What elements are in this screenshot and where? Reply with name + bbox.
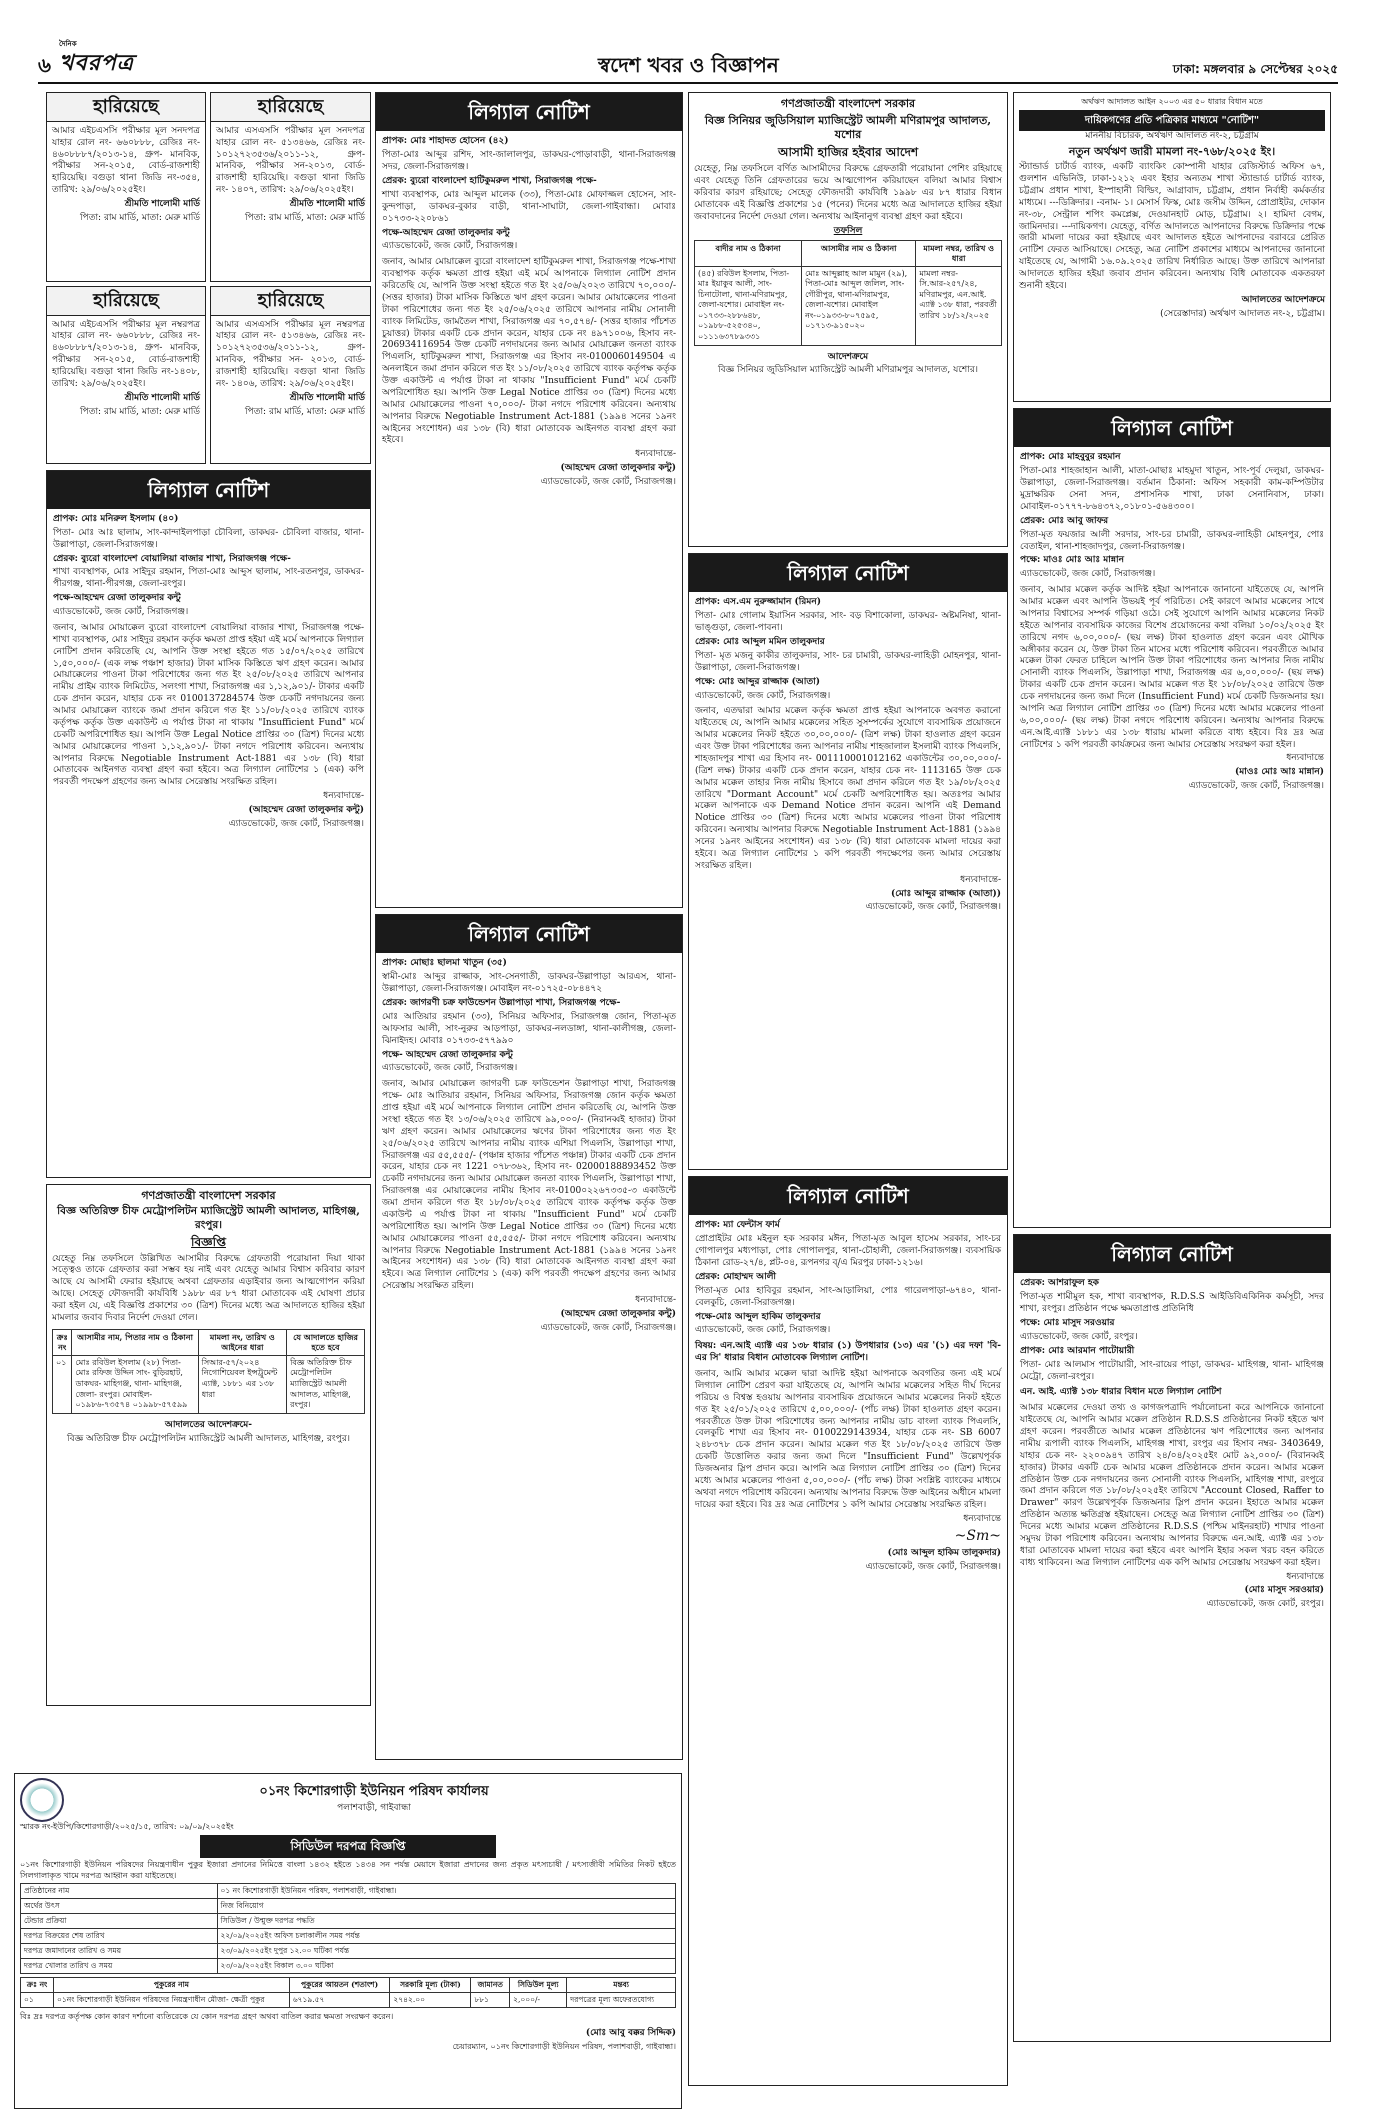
- court-notice-3: [1013, 92, 1331, 402]
- tender-notice: [14, 1773, 682, 2109]
- table-cell: সিডিউল / উন্মুক্ত দরপত্র পদ্ধতি: [217, 1914, 676, 1929]
- notice-subject: এন. আই. এ্যাক্ট ১৩৮ ধারার বিধান মতে লিগ্যাল নোটিশ: [1020, 1387, 1222, 1398]
- court-intro: অর্থঋণ আদালত আইন ২০০৩ এর ৫০ ধারার বিধান মতে: [1081, 97, 1263, 106]
- lost-ad: [46, 286, 206, 464]
- notice-advocate-role: এ্যাডভোকেট, জজ কোর্ট, সিরাজগঞ্জ।: [382, 241, 518, 252]
- notice-advocate: পক্ষে: মোঃ আব্দুর রাজ্জাক (আতা): [695, 676, 820, 687]
- notice-advocate-role: এ্যাডভোকেট, জজ কোর্ট, সিরাজগঞ্জ।: [695, 1325, 831, 1336]
- court-title: আসামী হাজির হইবার আদেশ: [777, 144, 919, 159]
- column-3: [688, 92, 1008, 2086]
- table-cell: মোঃ রবিউল ইসলাম (২৮) পিতা- মোঃ রফিজ উদ্দিন সাং- বুড়িরহাট, ডাকঘর- মাহিগঞ্জ, থানা- মাহিগঞ্জ, জেলা- রংপুর। মোবাইল- ০১৯৮৬-৭৩৫৭৪ ০১৯৯৮-৫৭৫৯৯: [72, 1355, 198, 1413]
- tender-memo: স্মারক নং-ইউপি/কিশোরগাড়ী/২০২৫/১৫, তারিখ: ০৯/০৯/২০২৫ইং: [20, 1822, 234, 1831]
- table-header: মামলা নং, তারিখ ও আইনের ধারা: [198, 1329, 286, 1355]
- lost-ad-text: আমার এইচএসসি পরীক্ষার মূল সনদপত্র যাহার রোল নং- ৬৬০৮৮৮, রেজিঃ নং- ৪৬০৮৮৮৭/২০১৩-১৪, গ্রুপ- মানবিক, পরীক্ষার সন-২০১৫, বোর্ড-রাজশাহী হারিয়েছি। বগুড়া থানা জিডি নং-৩৫৪, তারিখ: ২৯/০৬/২০২৫ইং।: [52, 125, 200, 196]
- legal-notice-7: [1013, 1234, 1331, 2042]
- court-case: নতুন অর্থঋণ জারী মামলা নং-৭৬৮/২০২৫ ইং।: [1068, 144, 1276, 158]
- legal-notice-banner: লিগ্যাল নোটিশ: [689, 554, 1007, 592]
- table-cell: ০১: [21, 1992, 54, 2007]
- table-cell: নিজ বিনিয়োগ: [217, 1899, 676, 1914]
- pond-table: [20, 1977, 676, 2008]
- table-cell: টেন্ডার প্রক্রিয়া: [21, 1914, 218, 1929]
- notice-recipient: প্রাপক: মোঃ মাহবুবুর রহমান: [1020, 452, 1121, 463]
- table-cell: ০১নং কিশোরগাড়ী ইউনিয়ন পরিষদের নিয়ন্ত্রণাধীন মৌজা- ক্ষেত্রী পুকুর: [54, 1992, 290, 2007]
- court-order-by: বিজ্ঞ অতিরিক্ত চীফ মেট্রোপলিটন ম্যাজিস্ট্রেট আমলী আদালত, মাহিগঞ্জ, রংপুর।: [67, 1433, 350, 1444]
- table-cell: সিআর-৫৭/২০২৪ নিগোশিয়েবল ইন্সট্রুমেন্ট এ্যাক্ট, ১৮৮১ এর ১৩৮ ধারা: [198, 1355, 286, 1413]
- notice-sender: প্রেরক: ব্যুরো বাংলাদেশ বোয়ালিয়া বাজার শাখা, সিরাজগঞ্জ পক্ষে-: [53, 553, 291, 564]
- table-row: [53, 1355, 365, 1413]
- schedule-table: [694, 240, 1002, 346]
- court-body: যেহেতু, নিম্ন তফসিলে বর্ণিত আসামীদের বিরুদ্ধে গ্রেফতারী পরোয়ানা পেশিং রহিয়াছে এবং যেহেতু তিনি গ্রেফতারের ভয়ে আত্মগোপন করিয়াছেন বলিয়া আমার বিশ্বাস করিবার কারণ রহিয়াছে; সেহেতু ফৌজদারী কার্যবিধি ১৯৯৮ এর ৮৭ ধারার বিধান মোতাবেক এই বিজ্ঞপ্তি প্রকাশের ১৫ (পনের) দিনের মধ্যে অত্র আদালতে হাজির হইয়া জবাবদানের নির্দেশ দেওয়া গেল। অন্যথায় আইনানুগ ব্যবস্থা গ্রহণ করা হইবে।: [694, 164, 1002, 222]
- table-cell: ২,০০০/-: [510, 1992, 567, 2007]
- notice-recipient-address: পিতা- মোঃ আঃ ছালাম, সাং-কান্দাইলপাড়া চৌবিলা, ডাকঘর- চৌবিলা বাজার, থানা-উল্লাপাড়া, জেলা-সিরাজগঞ্জ।: [53, 527, 364, 550]
- table-header: বাদীর নাম ও ঠিকানা: [695, 240, 802, 266]
- notice-advocate: পক্ষে-আহম্মেদ রেজা তালুকদার কন্টু: [382, 227, 510, 238]
- tender-chair-title: চেয়ারম্যান, ০১নং কিশোরগাড়ী ইউনিয়ন পরিষদ, পলাশবাড়ী, গাইবান্ধা।: [452, 2042, 676, 2052]
- lost-ad-name: শ্রীমতি শালোমী মার্ডি: [124, 392, 200, 403]
- union-seal-icon: [20, 1778, 64, 1822]
- notice-advocate: পক্ষে-আহম্মেদ রেজা তালুকদার কন্টু: [53, 593, 181, 604]
- tender-footer: বিঃ দ্রঃ দরপত্র কর্তৃপক্ষ কোন কারণ দর্শানো ব্যতিরেকে যে কোন দরপত্র গ্রহণ অথবা বাতিল করার ক্ষমতা সংরক্ষণ করেন।: [20, 2011, 394, 2021]
- table-header: আসামীর নাম ও ঠিকানা: [802, 240, 916, 266]
- table-cell: মোঃ আব্দুল্লাহ আল মামুন (২৯), পিতা-মোঃ আব্দুল জলিল, সাং-গৌরীপুর, থানা-মণিরামপুর, জেলা-যশোর। মোবাইল নং-০১৯৩৩-৮০৭৫৯৫, ০১৭১৩-৯১৫০২০: [802, 266, 916, 345]
- court-sign: (সেরেস্তাদার) অর্থঋণ আদালত নং-২, চট্টগ্রাম।: [1160, 308, 1325, 319]
- notice-sender-address: পিতা-মৃত শামীমুল হক, শাখা ব্যবস্থাপক, R.D.S.S আইডিবিএকিনিক কর্মসূচী, সদর শাখা, রংপুর। প্রতিষ্ঠান পক্ষে ক্ষমতাপ্রাপ্ত প্রতিনিধি: [1020, 1292, 1324, 1315]
- table-cell: ২২/০৯/২০২৫ইং অফিস চলাকালীন সময় পর্যন্ত: [217, 1929, 676, 1944]
- legal-notice-banner: লিগ্যাল নোটিশ: [1014, 409, 1330, 447]
- notice-signature-role: এ্যাডভোকেট, জজ কোর্ট, সিরাজগঞ্জ।: [865, 902, 1001, 913]
- notice-body: জনাব, আমার মোয়াক্কেল ব্যুরো বাংলাদেশ বোয়ালিয়া বাজার শাখা, সিরাজগঞ্জ পক্ষে-শাখা ব্যবস্থাপক, মোঃ সাইদুর রহমান কর্তৃক ক্ষমতা প্রাপ্ত হইয়া এই মর্মে আপনাকে লিগ্যাল নোটিশ প্রদান করিতেছি যে, আপনি উক্ত সংস্থা হইতে গত ১৫/০৭/২০২৫ তারিখে ১,৫০,০০০/- (এক লক্ষ পঞ্চাশ হাজার) টাকা মাসিক কিস্তিতে ঋণ গ্রহণ করেন। আমার মোয়াক্কেলের পাওনা টাকা পরিশোধের জন্য গত ইং ২৫/০৮/২০২৫ তারিখে আপনার নামীয় প্রাইম ব্যাংক লিমিটেড, সলংগা শাখা, সিরাজগঞ্জ এর ১,১২,৯০১/- টাকার একটি চেক প্রদান করেন, যাহার চেক নং 0100137284574 উক্ত চেকটি নগদায়নের জন্য আমার মোয়াক্কেল ব্যাংকে জমা প্রদান করিলে গত ইং ১১/০৮/২০২৫ তারিখে ব্যাংক কর্তৃপক্ষ কর্তৃক উক্ত একাউন্ট এ পর্যাপ্ত টাকা না থাকায় "Insufficient Fund" মর্মে চেকটি অপরিশোধিত হয়। আপনি উক্ত Legal Notice প্রাপ্তির ৩০ (ত্রিশ) দিনের মধ্যে আমার মোয়াক্কেলের পাওনা ১,১২,৯০১/- টাকা নগদে পরিশোধ করিবেন। অন্যথায় আপনার বিরুদ্ধে Negotiable Instrument Act-1881 এর ১৩৮ (বি) ধারা মোতাবেক আইনগত ব্যবস্থা গ্রহণ করা হইবে। অত্র লিগ্যাল নোটিশের ১ (এক) কপি পরবর্তী পদক্ষেপ গ্রহণের জন্য আমার সেরেস্তায় সংরক্ষিত রহিল।: [53, 622, 364, 788]
- notice-advocate-role: এ্যাডভোকেট, জজ কোর্ট, সিরাজগঞ্জ।: [695, 690, 831, 701]
- notice-recipient: প্রাপক: মোঃ আরমান পাটোয়ারী: [1020, 1345, 1135, 1356]
- notice-signature: (মোঃ আব্দুর রাজ্জাক (আতা)): [890, 888, 1001, 899]
- court-title: বিজ্ঞপ্তি: [191, 1234, 226, 1249]
- court-body: স্ট্যান্ডার্ড চার্টার্ড ব্যাংক, একটি ব্যাংকিং কোম্পানী যাহার রেজিস্টার্ড অফিস ৬৭, গুলশান এভিনিউ, ঢাকা-১২১২ এবং ইহার অন্যতম শাখা স্ট্যান্ডার্ড চার্টার্ড ব্যাংক, চট্টগ্রাম প্রধান শাখা, ইস্পাহানী বিল্ডিং, আগ্রাবাদ, চট্টগ্রাম, প্রধান নির্বাহী কর্মকর্তার মাধ্যমে। ---ডিক্রিদার। -বনাম- ১। মেসার্স ফিস্ক, মোঃ জসীম উদ্দিন, প্রোপ্রাইটর, দোকান নং-৩৮, সেন্ট্রাল শপিং কমপ্লেক্স, দেওয়ানহাট মোড়, চট্টগ্রাম। ২। হামিদা বেগম, জামিনদার। ---দায়িকগণ। যেহেতু, বর্ণিত আদালতে আপনাদের বিরুদ্ধে ডিক্রিদার পক্ষে জারী মামলা দায়ের করা হইয়াছে এবং আদালত হইতে আপনাদের বরাবরে প্রেরিত নোটিশ ফেরত আসিয়াছে। সেহেতু, অত্র নোটিশ প্রকাশের মাধ্যমে আপনাদের জানানো যাইতেছে যে, আগামী ১৬.০৯.২০২৫ তারিখ নির্ধারিত আছে। উক্ত তারিখে আপনারা আদালতে হাজির হইয়া জবাব প্রদান করিবেন। অন্যথায় বিধি মোতাবেক একতরফা শুনানী হইবে।: [1019, 162, 1325, 291]
- tender-chair: (মোঃ আবু বক্কর সিদ্দিক): [585, 2028, 676, 2039]
- court-gov: গণপ্রজাতন্ত্রী বাংলাদেশ সরকার: [141, 1188, 276, 1202]
- notice-recipient: প্রাপক: মোছাঃ ছালমা খাতুন (৩৫): [382, 958, 507, 969]
- court-order: আদেশক্রমে: [827, 351, 869, 362]
- table-row: [21, 1899, 676, 1914]
- logo-tag: দৈনিক: [59, 39, 77, 48]
- lost-ad-title: হারিয়েছে: [46, 92, 206, 122]
- notice-body: আমার মক্কেলের দেওয়া তথ্য ও কাগজপত্রাদি পর্যালোচনা করে আপনিকে জানানো যাইতেছে যে, আপনি আমার মক্কেল প্রতিষ্ঠান R.D.S.S প্রতিষ্ঠানের নিকট হইতে ঋণ গ্রহণ করেন। পরবর্তীতে আমার মক্কেল প্রতিষ্ঠানের ঋণ পরিশোধের জন্য আপনার নামীয় রূপালী ব্যাংক পিএলসি, মাহিগঞ্জ শাখা, রংপুর এর হিসাব নম্বর- 3403649, যাহার চেক নং- ২২০০৯৪৭ তারিখ ২৪/০৪/২০২৫ইং মোট ৯২,০০০/- (বিরানব্বই হাজার) টাকার একটি চেক আমার মক্কেল প্রতিষ্ঠানকে প্রদান করেন। আমার মক্কেল প্রতিষ্ঠান উক্ত চেক নগদায়নের জন্য সোনালী ব্যাংক পিএলসি, মাহিগঞ্জ শাখা, রংপুরে জমা প্রদান করিলে গত ১৮/০৮/২০২৫ইং তারিখে "Account Closed, Raffer to Drawer" কারণ উল্লেখপূর্বক ডিজঅনার স্লিপ প্রদান করেন। ইহাতে আমার মক্কেল প্রতিষ্ঠান অত্যন্ত ক্ষতিগ্রস্ত হইয়াছেন। সেহেতু অত্র লিগ্যাল নোটিশ প্রাপ্তির ৩০ (ত্রিশ) দিনের মধ্যে আমার মক্কেল প্রতিষ্ঠানের R.D.S.S (পশ্চিম মাইনরহাট) শাখার পাওনা সমুদয় টাকা পরিশোধ করিবেন। অন্যথায় আপনার বিরুদ্ধে এন.আই. এ্যাক্ট এর ১৩৮ ধারা মোতাবেক মামলা দায়ের করা হইবে এবং আপনি ইহার সকল খরচ বহন করিতে বাধ্য থাকিবেন। অত্র লিগ্যাল নোটিশের এক কপি আমার সেরেস্তায় সংরক্ষণ করা হইল।: [1020, 1403, 1324, 1568]
- table-cell: ২৩/০৯/২০২৫ইং বিকাল ৩.০০ ঘটিকা: [217, 1958, 676, 1973]
- court-order: আদালতের আদেশক্রমে-: [164, 1419, 253, 1430]
- notice-signature: (মোঃ মাসুদ সরওয়ার): [1244, 1585, 1324, 1596]
- lost-ad-text: আমার এসএসসি পরীক্ষার মূল নম্বরপত্র যাহার রোল নং- ৫১৩৪৬৬, রেজিঃ নং- ১০১২৭২৩৫৩৬/২০১১-১২, গ্রুপ- মানবিক, পরীক্ষার সন- ২০১৩, বোর্ড-রাজশাহী হারিয়েছি। বগুড়া থানা জিডি নং- ১৪০৬, তারিখ: ২৯/০৬/২০২৫ইং।: [216, 319, 365, 389]
- notice-recipient: প্রাপক: মোঃ শাহাদত হোসেন (৪২): [382, 136, 509, 147]
- notice-recipient: প্রাপক: মোঃ মনিরুল ইসলাম (৪০): [53, 513, 179, 524]
- table-cell: ০১: [53, 1355, 72, 1413]
- table-cell: প্রতিষ্ঠানের নাম: [21, 1884, 218, 1899]
- tender-title: সিডিউল দরপত্র বিজ্ঞপ্তি: [200, 1835, 496, 1859]
- legal-notice-4: [688, 553, 1008, 1170]
- notice-recipient: প্রাপক: ম্যা ফেন্টাস ফার্ম: [695, 1220, 780, 1231]
- lost-ad-parent: পিতা: রাম মার্ডি, মাতা: মেরু মার্ডি: [245, 406, 365, 417]
- lost-ad-title: হারিয়েছে: [210, 92, 371, 122]
- notice-body: জনাব, আমার মোয়াক্কেল ব্যুরো বাংলাদেশ হাটিকুমরুল শাখা, সিরাজগঞ্জ পক্ষে-শাখা ব্যবস্থাপক কর্তৃক ক্ষমতা প্রাপ্ত হইয়া এই মর্মে আপনাকে লিগ্যাল নোটিশ প্রদান করিতেছি যে, আপনি উক্ত সংস্থা হইতে গত ইং ২৫/০৬/২০২৩ তারিখে ৭০,০০০/- (সত্তর হাজার) টাকা মাসিক কিস্তিতে ঋণ গ্রহণ করেন। আমার মোয়াক্কেলের পাওনা টাকা পরিশোধের জন্য গত ইং ২৫/০৬/২০২৫ তারিখে আপনার নামীয় সোনালী ব্যাংক লিমিটেড, জামতৈল শাখা, সিরাজগঞ্জ এর ৭০,৫৭৪/- (সত্তর হাজার পাঁচশত চুয়াত্তর) টাকার একটি চেক প্রদান করেন, যাহার চেক নং ৪৯৭১০০৬, হিসাব নং- 206934116954 উক্ত চেকটি নগদায়নের জন্য আমার মোয়াক্কেল জনতা ব্যাংক পিএলসি, হাটিকুমরুল শাখা, সিরাজগঞ্জ এর হিসাব নং-0100060149504 এ অনলাইনে জমা প্রদান করিলে গত ইং ১১/০৮/২০২৫ তারিখে ব্যাংক কর্তৃপক্ষ কর্তৃক উক্ত একাউন্ট এ পর্যাপ্ত টাকা না থাকায় "Insufficient Fund" মর্মে চেকটি অপরিশোধিত হয়। আপনি উক্ত Legal Notice প্রাপ্তির ৩০ (ত্রিশ) দিনের মধ্যে আমার মোয়াক্কেলের পাওনা ৭০,০০০/- টাকা নগদে পরিশোধ করিবেন। অন্যথায় আপনার বিরুদ্ধে Negotiable Instrument Act-1881 (১৯৯৪ সনের ১৯নং আইনের সংশোধন) এর ১৩৮ (বি) ধারা মোতাবেক আইনগত ব্যবস্থা গ্রহণ করা হইবে।: [382, 257, 676, 446]
- court-order-by: বিজ্ঞ সিনিয়র জুডিসিয়াল ম্যাজিস্ট্রেট আমলী মণিরামপুর আদালত, যশোর।: [718, 365, 978, 376]
- notice-thanks: ধন্যবাদান্তে-: [635, 1295, 676, 1306]
- notice-signature: (আহম্মেদ রেজা তালুকদার কন্টু): [560, 463, 676, 474]
- newspaper-logo: [59, 40, 134, 78]
- table-header: ক্রঃ নং: [53, 1329, 72, 1355]
- notice-thanks: ধন্যবাদান্তে-: [323, 791, 364, 802]
- table-header: জামানত: [471, 1977, 510, 1992]
- lost-ad-name: শ্রীমতি শালোমী মার্ডি: [289, 199, 365, 209]
- notice-signature: (আহম্মেদ রেজা তালুকদার কন্টু): [248, 805, 364, 816]
- table-row: [21, 1914, 676, 1929]
- notice-signature-role: এ্যাডভোকেট, জজ কোর্ট, সিরাজগঞ্জ।: [228, 818, 364, 829]
- notice-sender: প্রেরক: মোহাম্মদ আলী: [695, 1271, 776, 1282]
- court-notice-1: [46, 1184, 371, 1706]
- court-sign-title: আদালতের আদেশক্রমে: [1241, 294, 1325, 305]
- table-header: মামলা নম্বর, তারিখ ও ধারা: [916, 240, 1002, 266]
- legal-notice-3: [375, 914, 683, 1760]
- legal-notice-2: [375, 92, 683, 908]
- court-gov: গণপ্রজাতন্ত্রী বাংলাদেশ সরকার: [780, 97, 916, 110]
- notice-advocate-role: এ্যাডভোকেট, জজ কোর্ট, সিরাজগঞ্জ।: [1020, 569, 1156, 580]
- notice-sender: প্রেরক: জাগরণী চক্র ফাউন্ডেশন উল্লাপাড়া শাখা, সিরাজগঞ্জ পক্ষে-: [382, 998, 621, 1009]
- column-1: [46, 92, 371, 1706]
- table-cell: দরপত্র বিক্রয়ের শেষ তারিখ: [21, 1929, 218, 1944]
- schedule-title: তফসিল: [833, 225, 863, 236]
- lost-ad: [46, 92, 206, 282]
- legal-notice-banner: লিগ্যাল নোটিশ: [376, 93, 682, 131]
- page-number: ৬: [38, 52, 52, 77]
- notice-thanks: ধন্যবাদান্তে: [1286, 753, 1324, 764]
- notice-sender: প্রেরক: আশরাফুল হক: [1020, 1278, 1099, 1289]
- notice-thanks: ধন্যবাদান্তে: [1286, 1571, 1324, 1582]
- table-cell: ২৩/০৯/২০২৫ইং দুপুর ১২.০০ ঘটিকা পর্যন্ত: [217, 1944, 676, 1959]
- legal-notice-1: [46, 470, 371, 1178]
- table-header: ক্রঃ নং: [21, 1977, 54, 1992]
- notice-signature-role: এ্যাডভোকেট, জজ কোর্ট, সিরাজগঞ্জ।: [540, 477, 676, 488]
- notice-recipient-address: পিতা-মোঃ আব্দুর রশিদ, সাং-জালালপুর, ডাকঘর-পোড়াবাড়ী, থানা-সিরাজগঞ্জ সদর, জেলা-সিরাজগঞ্জ।: [382, 150, 676, 173]
- lost-ad-parent: পিতা: রাম মার্ডি, মাতা: মেরু মার্ডি: [80, 406, 200, 417]
- notice-signature: (মাওঃ মোঃ আঃ মান্নান): [1234, 767, 1324, 778]
- table-cell: অর্থের উৎস: [21, 1899, 218, 1914]
- tender-location: পলাশবাড়ী, গাইবান্ধা: [337, 1802, 411, 1813]
- table-header: যে আদালতে হাজির হতে হবে: [287, 1329, 365, 1355]
- table-header: আসামীর নাম, পিতার নাম ও ঠিকানা: [72, 1329, 198, 1355]
- column-2: [375, 92, 683, 1760]
- lost-ad: [210, 92, 371, 282]
- section-title: স্বদেশ খবর ও বিজ্ঞাপন: [598, 52, 779, 77]
- lost-ad-text: আমার এইচএসসি পরীক্ষার মূল নম্বরপত্র যাহার রোল নং- ৬৬০৮৮৮, রেজিঃ নং- ৪৬০৮৮৮৭/২০১৩-১৪, গ্রুপ- মানবিক, পরীক্ষার সন-২০১৫, বোর্ড-রাজশাহী হারিয়েছি। বগুড়া থানা জিডি নং-১৪০৮, তারিখ: ২৯/০৬/২০২৫ইং।: [52, 319, 200, 389]
- table-row: [695, 266, 1002, 345]
- dateline: ঢাকা: মঙ্গলবার ৯ সেপ্টেম্বর ২০২৫: [1172, 62, 1338, 77]
- notice-sender-address: পিতা- মৃত মজনু কাকীর তালুকদার, সাং- চর চামারী, ডাকঘর-লাহিড়ী মোহনপুর, থানা- উল্লাপাড়া, জেলা-সিরাজগঞ্জ।: [695, 650, 1001, 673]
- notice-advocate: পক্ষে-মোঃ আব্দুল হাকিম তালুকদার: [695, 1311, 821, 1322]
- legal-notice-banner: লিগ্যাল নোটিশ: [47, 471, 370, 509]
- notice-recipient-address: পিতা- মোঃ আলমাস পাটোয়ারী, সাং-রায়ের পাড়া, ডাকঘর- মাহিগঞ্জ, থানা- মাহিগঞ্জ মেট্রো, জেলা-রংপুর।: [1020, 1359, 1324, 1382]
- notice-sender-address: পিতা-মৃত ফয়জার আলী সরদার, সাং-চর চামারী, ডাকঘর-লাহিড়ী মোহনপুর, পোঃ বেতাইল, থানা-শাহজাদপুর, জেলা-সিরাজগঞ্জ।: [1020, 529, 1324, 552]
- notice-sender: প্রেরক: মোঃ আবু জাফর: [1020, 515, 1109, 526]
- notice-recipient-address: প্রোপ্রাইটর মোঃ মইনুল হক সরকার মঈন, পিতা-মৃত আবুল হাসেম সরকার, সাং-চর গোপালপুর মধ্যপাড়া, পোঃ গোপালপুর, থানা-চৌহালী, জেলা-সিরাজগঞ্জ। ব্যবসায়িক ঠিকানা রোড-২৭/৪, প্লট-০৪, রূপনগর ব্/এ মিরপুর ঢাকা-১২১৬।: [695, 1234, 1001, 1269]
- notice-sender-address: মোঃ আতিয়ার রহমান (৩৩), সিনিয়র অফিসার, সিরাজগঞ্জ জোন, পিতা-মৃত আফসার আলী, সাং-নুরুর আড়পাড়া, ডাকঘর-নলডাঙ্গা, থানা-কালীগঞ্জ, জেলা-ঝিনাইদহ। মোবাঃ ০১৭৩৩-৫৭৭৯৯০: [382, 1011, 676, 1046]
- notice-advocate: পক্ষে: মাওঃ মোঃ আঃ মান্নান: [1020, 555, 1124, 566]
- table-cell: মামলা নম্বর- সি.আর-২৫৭/২৪, মণিরামপুর, এন.আই. এ্যাক্ট ১৩৮ ধারা, পরবর্তী তারিখ ১৮/১২/২০২৫: [916, 266, 1002, 345]
- table-row: [21, 1944, 676, 1959]
- lost-ad-parent: পিতা: রাম মার্ডি, মাতা: মেরু মার্ডি: [245, 212, 365, 223]
- lost-ad-name: শ্রীমতি শালোমী মার্ডি: [124, 199, 200, 209]
- tender-intro: ০১নং কিশোরগাড়ী ইউনিয়ন পরিষদের নিয়ন্ত্রণাধীন পুকুর ইজারা প্রদানের নিমিত্তে বাংলা ১৪৩২ হইতে ১৪৩৪ সন পর্যন্ত মেয়াদে ইজারা প্রদানের জন্য প্রকৃত মৎস্যচাষী / মৎস্যজীবী সমিতির নিকট হইতে সিলগালাকৃত খামে দরপত্র আহ্বান করা যাইতেছে।: [20, 1860, 676, 1880]
- notice-body: জনাব, আমার মক্কেল কর্তৃক আদিষ্ট হইয়া আপনাকে জানানো যাইতেছে যে, আপনি আমার মক্কেল এবং আপনি উভয়ই পূর্ব পরিচিত। সেই কারণে আমার মক্কেলের সাথে আপনার বিশ্বাসের সম্পর্ক গড়িয়া ওঠে। সেই সুযোগে আপনি আমার মক্কেলের নিকট হইতে আপনার ব্যবসায়িক কাজের বিশেষ প্রয়োজনের কথা বলিয়া ১০/০২/২০২৫ ইং তারিখে নগদ ৬,০০,০০০/- (ছয় লক্ষ) টাকা হাওলাত গ্রহণ করেন এবং মৌখিক অঙ্গীকার করেন যে, উক্ত টাকা তিন মাসের মধ্যে পরিশোধ করিবেন। পরবর্তীতে আমার মক্কেল টাকা ফেরত চাহিলে আপনি উক্ত টাকা পরিশোধের জন্য আপনার নিজ নামীয় সোনালী ব্যাংক পিএলসি, উল্লাপাড়া শাখা, সিরাজগঞ্জ এর ৬,০০,০০০/- (ছয় লক্ষ) টাকার একটি চেক প্রদান করেন। আমার মক্কেল গত ইং ১৮/০৮/২০২৫ তারিখে উক্ত চেক নগদায়নের জন্য জমা দিলে (Insufficient Fund) মর্মে চেকটি ডিজঅনার হয়। আপনি অত্র লিগ্যাল নোটিশ প্রাপ্তির ৩০ (ত্রিশ) দিনের মধ্যে আমার মক্কেলের পাওনা ৬,০০,০০০/- (ছয় লক্ষ) টাকা নগদে পরিশোধ করিবেন। অন্যথায় আপনার বিরুদ্ধে এন.আই.এ্যাক্ট ১৮৮১ এর ১৩৮ ধারায় মামলা করিতে বাধ্য হইবে। বিঃ দ্রঃ অত্র নোটিশের ১ কপি পরবর্তী কার্যক্রমের জন্য আমার সেরেস্তায় সংরক্ষণ করা হইল।: [1020, 585, 1324, 750]
- table-cell: (৪৫) রবিউল ইসলাম, পিতা-মাঃ ইয়াকুব আলী, সাং-চিনাটোলা, থানা-মণিরামপুর, জেলা-যশোর। মোবাইল নং- ০১৭৩৩-২৮৮৬৪৮, ০১৯৮৮-৫২৫৩৪০, ০১১১৬৩৭৮৯৩৩১: [695, 266, 802, 345]
- table-cell: দরপত্রের মূল্য অফেরতযোগ্য: [567, 1992, 676, 2007]
- table-header: পুকুরের আয়তন (শতাংশ): [289, 1977, 390, 1992]
- notice-subject: বিষয়: এন.আই এ্যাক্ট এর ১৩৮ ধারার (১) উপধারার (১৩) এর '(১) এর দফা 'বি-এর সি' ধারার বিধান মোতাবেক লিগ্যাল নোটিশ।: [695, 1341, 1001, 1364]
- notice-sender: প্রেরক: ব্যুরো বাংলাদেশ হাটিকুমরুল শাখা, সিরাজগঞ্জ পক্ষে-: [382, 176, 597, 187]
- court-body: যেহেতু নিম্ন তফসিলে উল্লিখিত আসামীর বিরুদ্ধে গ্রেফতারী পরোয়ানা দিয়া থাকা সত্ত্বেও তাকে গ্রেফতার করা সম্ভব হয় নাই এবং যেহেতু আমার বিশ্বাস করিবার কারণ আছে যে আসামী ফেরার হইয়াছে অথবা গ্রেফতার এড়াইবার জন্য আত্মগোপন করিয়া আছে। সেহেতু ফৌজদারী কার্যবিধি ১৯৮৮ এর ৮৭ ধারা মোতাবেক এই ঘোষণা প্রচার করা হইল যে, এই বিজ্ঞপ্তি প্রকাশের ৩০ (ত্রিশ) দিনের মধ্যে অত্র আদালতে হাজির হইয়া মামলার জবাব দিবার নির্দেশ দেওয়া গেল।: [52, 1253, 365, 1323]
- table-header: সিডিউল মূল্য: [510, 1977, 567, 1992]
- table-cell: দরপত্র জমাদানের তারিখ ও সময়: [21, 1944, 218, 1959]
- table-row: [21, 1992, 676, 2007]
- table-header: সরকারি মূল্য (টাকা): [390, 1977, 471, 1992]
- notice-advocate: পক্ষে: মোঃ মাসুদ সরওয়ার: [1020, 1318, 1115, 1329]
- legal-notice-banner: লিগ্যাল নোটিশ: [689, 1177, 1007, 1215]
- lost-ad: [210, 286, 371, 464]
- table-cell: দরপত্র খোলার তারিখ ও সময়: [21, 1958, 218, 1973]
- notice-body: জনাব, এতদ্বারা আমার মক্কেল কর্তৃক ক্ষমতা প্রাপ্ত হইয়া আপনাকে অবগত করানো যাইতেছে যে, আপনি আমার মক্কেলের সহিত সুসম্পর্কের সুযোগে ব্যবসায়িক প্রয়োজনে আমার মক্কেলের নিকট হইতে ৩০,০০,০০০/- (ত্রিশ লক্ষ) টাকা হাওলাত গ্রহণ করেন এবং উক্ত টাকা পরিশোধের জন্য আপনার নামীয় শাহজালাল ইসলামী ব্যাংক পিএলসি, শাহজাদপুর শাখা এর হিসাব নং- 001110001012162 একাউন্টের ৩০,০০,০০০/- (ত্রিশ লক্ষ) টাকার একটি চেক প্রদান করেন, যাহার চেক নং- 1113165 উক্ত চেক আমার মক্কেল তাহার নিজ নামীয় হিসাবে জমা প্রদান করিলে গত ইং ১৯/০৮/২০২৫ তারিখে "Dormant Account" মর্মে চেকটি অপরিশোধিত হয়। অতঃপর আমার মক্কেল আপনাকে এক Demand Notice প্রদান করেন। আপনি এই Demand Notice প্রাপ্তির ৩০ (ত্রিশ) দিনের মধ্যে আমার মক্কেলের পাওনা টাকা পরিশোধ করিবেন। অন্যথায় আপনার বিরুদ্ধে Negotiable Instrument Act-1881 (১৯৯৪ সনের ১৯নং আইনের সংশোধন) এর ১৩৮ (বি) ধারা মোতাবেক মামলা দায়ের করা হইবে। অত্র লিগ্যাল নোটিশের ১ কপি পরবর্তী পদক্ষেপের জন্য আমার সেরেস্তায় সংরক্ষিত রহিল।: [695, 706, 1001, 871]
- logo-text: খবরপত্র: [59, 50, 134, 76]
- table-cell: বিজ্ঞ অতিরিক্ত চীফ মেট্রোপলিটন ম্যাজিস্ট্রেট আমলী আদালত, মাহিগঞ্জ, রংপুর।: [287, 1355, 365, 1413]
- table-cell: ৬৭১৯.৫৭: [289, 1992, 390, 2007]
- notice-advocate: পক্ষে- আহম্মেদ রেজা তালুকদার কন্টু: [382, 1049, 513, 1060]
- notice-thanks: ধন্যবাদান্তে-: [635, 449, 676, 460]
- notice-sender-address: পিতা-মৃত মোঃ হাবিবুর রহমান, সাং-আড়ালিয়া, পোঃ গারেলপাড়া-৬৭৪০, থানা-বেলকুচি, জেলা-সিরাজগঞ্জ।: [695, 1285, 1001, 1308]
- lost-ad-title: হারিয়েছে: [210, 286, 371, 316]
- court-name: মাননীয় বিচারক, অর্থঋণ আদালত নং-২, চট্টগ্রাম: [1085, 130, 1259, 141]
- table-cell: ৮৮১: [471, 1992, 510, 2007]
- notice-advocate-role: এ্যাডভোকেট, জজ কোর্ট, রংপুর।: [1020, 1331, 1138, 1342]
- court-name: বিজ্ঞ অতিরিক্ত চীফ মেট্রোপলিটন ম্যাজিস্ট্রেট আমলী আদালত, মাহিগঞ্জ, রংপুর।: [57, 1205, 360, 1231]
- court-name: বিজ্ঞ সিনিয়র জুডিসিয়াল ম্যাজিস্ট্রেট আমলী মণিরামপুর আদালত, যশোর: [704, 113, 992, 142]
- court-table: [52, 1329, 365, 1414]
- legal-notice-6: [1013, 408, 1331, 1228]
- notice-signature-role: এ্যাডভোকেট, জজ কোর্ট, রংপুর।: [1206, 1599, 1324, 1610]
- column-4: [1013, 92, 1331, 2042]
- lost-ad-title: হারিয়েছে: [46, 286, 206, 316]
- table-header: পুকুরের নাম: [54, 1977, 290, 1992]
- table-cell: ০১ নং কিশোরগাড়ী ইউনিয়ন পরিষদ, পলাশবাড়ী, গাইবান্ধা।: [217, 1884, 676, 1899]
- notice-recipient-address: পিতা-মোঃ শাহজাহান আলী, মাতা-মোছাঃ মাহমুদা খাতুন, সাং-পূর্ব দেলুয়া, ডাকঘর-উল্লাপাড়া, জেলা-সিরাজগঞ্জ। বর্তমান ঠিকানা: অফিস সহকারী কাম-কম্পিউটার মুদ্রাক্ষরিক সেনা সদন, প্রশাসনিক শাখা, ঢাকা সেনানিবাস, ঢাকা। মোবাইল-০১৭৭৭-৮৬৪৩৭২,০১৮০১-৫৬৪৩০০।: [1020, 466, 1324, 512]
- masthead: [38, 39, 1338, 84]
- legal-notice-5: [688, 1176, 1008, 2086]
- court-notice-2: [688, 92, 1008, 547]
- notice-signature: (মোঃ আব্দুল হাকিম তালুকদার): [887, 1547, 1001, 1558]
- legal-notice-banner: লিগ্যাল নোটিশ: [1014, 1235, 1330, 1273]
- lost-ad-name: শ্রীমতি শালোমী মার্ডি: [289, 392, 365, 403]
- lost-ad-text: আমার এসএসসি পরীক্ষার মূল সনদপত্র যাহার রোল নং- ৫১৩৪৬৬, রেজিঃ নং- ১০১২৭২৩৫৩৬/২০১১-১২, গ্রুপ- মানবিক, পরীক্ষার সন-২০১৩, বোর্ড-রাজশাহী হারিয়েছি। বগুড়া থানা জিডি নং- ১৪০৭, তারিখ: ২৯/০৬/২০২৫ইং।: [216, 125, 365, 196]
- notice-sender-address: শাখা ব্যবস্থাপক, মোঃ সাইদুর রহমান, পিতা-মোঃ আব্দুস ছালাম, সাং-রতনপুর, ডাকঘর-পীরগঞ্জ, থানা-পীরগঞ্জ, জেলা-রংপুর।: [53, 567, 364, 590]
- table-header: মন্তব্য: [567, 1977, 676, 1992]
- notice-sender-address: শাখা ব্যবস্থাপক, মোঃ আব্দুল মালেক (৩৩), পিতা-মোঃ মোফাজ্জল হোসেন, সাং-কুন্দপাড়া, ডাকঘর-বুকার বাড়ী, থানা-সাঘাটা, জেলা-গাইবান্ধা। মোবাঃ ০১৭৩৩-২২০৮৬১: [382, 189, 676, 224]
- signature-scribble: ~Sm~: [954, 1528, 1001, 1545]
- tender-office: ০১নং কিশোরগাড়ী ইউনিয়ন পরিষদ কার্যালয়: [259, 1784, 489, 1800]
- notice-signature-role: এ্যাডভোকেট, জজ কোর্ট, সিরাজগঞ্জ।: [1188, 781, 1324, 792]
- notice-thanks: ধন্যবাদান্তে-: [960, 874, 1001, 885]
- notice-signature-role: এ্যাডভোকেট, জজ কোর্ট, সিরাজগঞ্জ।: [865, 1561, 1001, 1572]
- legal-notice-banner: লিগ্যাল নোটিশ: [376, 915, 682, 953]
- table-row: [21, 1929, 676, 1944]
- table-row: [21, 1884, 676, 1899]
- table-cell: ২৭৪২.০০: [390, 1992, 471, 2007]
- table-row: [21, 1958, 676, 1973]
- notice-thanks: ধন্যবাদান্তে: [963, 1513, 1001, 1524]
- lost-ad-parent: পিতা: রাম মার্ডি, মাতা: মেরু মার্ডি: [80, 212, 200, 223]
- notice-recipient-address: স্বামী-মোঃ আব্দুর রাজ্জাক, সাং-সেনগাতী, ডাকঘর-উল্লাপাড়া আরএস, থানা-উল্লাপাড়া, জেলা-সিরাজগঞ্জ। মোবাইল নং-০১৭২৫-০৮৪৪৭২: [382, 972, 676, 995]
- notice-body: জনাব, আমি আমার মক্কেল দ্বারা আদিষ্ট হইয়া আপনাকে অবগতির জন্য এই মর্মে লিগ্যাল নোটিশ প্রেরণ করা যাইতেছে যে, আপনি আমার মক্কেলের সহিত দীর্ঘ দিনের পরিচয় ও বিশ্বস্ত হওয়ায় আপনার ব্যবসায়িক প্রয়োজনে আমার মক্কেলের নিকট হইতে গত ইং ২৫/০১/২০২৫ তারিখে ৫,০০,০০০/- (পাঁচ লক্ষ) টাকা হাওলাত গ্রহণ করেন। পরবর্তীতে উক্ত টাকা পরিশোধের জন্য আপনার নামীয় ডাচ বাংলা ব্যাংক পিএলসি, বেলকুচি শাখা এর হিসাব নং- 0100229143934, যাহার চেক নং- SB 6007 ২৪৮৩৭৮ চেক প্রদান করেন। আমার মক্কেল গত ইং ১৮/০৮/২০২৫ তারিখে উক্ত চেকটি উত্তোলিত করার জন্য জমা দিলে "Insufficient Fund" উল্লেখপূর্বক ডিজঅনার স্লিপ প্রদান করে। আপনি অত্র লিগ্যাল নোটিশ প্রাপ্তির ৩০ (ত্রিশ) দিনের মধ্যে আমার মক্কেলের পাওনা ৫,০০,০০০/- (পাঁচ লক্ষ) টাকা সংশ্লিষ্ট ব্যাংকের মাধ্যমে অথবা নগদে পরিশোধ করিবেন। অন্যথায় আপনার বিরুদ্ধে উক্ত আইনের অধীনে মামলা দায়ের করা হইবে। বিঃ দ্রঃ অত্র নোটিশের ১ কপি আমার সেরেস্তায় সংরক্ষিত রহিল।: [695, 1369, 1001, 1510]
- notice-body: জনাব, আমার মোয়াক্কেল জাগরণী চক্র ফাউন্ডেশন উল্লাপাড়া শাখা, সিরাজগঞ্জ পক্ষে- মোঃ আতিয়ার রহমান, সিনিয়র অফিসার, সিরাজগঞ্জ জোন কর্তৃক ক্ষমতা প্রাপ্ত হইয়া এই মর্মে আপনাকে লিগ্যাল নোটিশ প্রদান করিতেছি যে, আপনি উক্ত সংস্থা হইতে গত ইং ১৩/০৬/২০২৫ তারিখে ৯৯,০০০/- (নিরানব্বই হাজার) টাকা ঋণ গ্রহণ করেন। আমার মোয়াক্কেলের ঋণের টাকা পরিশোধের জন্য গত ইং ২৫/০৬/২০২৫ তারিখে আপনার নামীয় ব্যাংক এশিয়া পিএলসি, উল্লাপাড়া শাখা, সিরাজগঞ্জ এর ৫৫,৫৫৫/- (পঞ্চান্ন হাজার পাঁচশত পঞ্চান্ন) টাকার একটি চেক প্রদান করেন, যাহার চেক নং 1221 ০৭৮৩৬২, হিসাব নং- 02000188893452 উক্ত চেকটি নগদায়নের জন্য আমার মোয়াক্কেল জনতা ব্যাংক পিএলসি, উল্লাপাড়া শাখা, সিরাজগঞ্জ এর মোয়াক্কেলের নামীয় হিসাব নং-0100০২২৬৭৩৩৫-৩ একাউন্টে জমা প্রদান করিলে গত ইং ১৮/০৮/২০২৫ তারিখে ব্যাংক কর্তৃপক্ষ কর্তৃক উক্ত একাউন্ট এ পর্যাপ্ত টাকা না থাকায় "Insufficient Fund" মর্মে চেকটি অপরিশোধিত হয়। আপনি উক্ত Legal Notice প্রাপ্তির ৩০ (ত্রিশ) দিনের মধ্যে আমার মোয়াক্কেলের পাওনা ৫৫,৫৫৫/- টাকা নগদে পরিশোধ করিবেন। অন্যথায় আপনার বিরুদ্ধে Negotiable Instrument Act-1881 (১৯৯৪ সনের ১৯নং আইনের সংশোধন) এর ১৩৮ (বি) ধারা মোতাবেক আইনগত ব্যবস্থা গ্রহণ করা হইবে। অত্র লিগ্যাল নোটিশের ১ (এক) কপি পরবর্তী পদক্ষেপ গ্রহণের জন্য আমার সেরেস্তায় সংরক্ষিত রহিল।: [382, 1079, 676, 1292]
- notice-recipient: প্রাপক: এস.এম নুরুজ্জামান (রিমন): [695, 597, 821, 608]
- notice-sender: প্রেরক: মোঃ আব্দুল মমিন তালুকদার: [695, 637, 825, 648]
- notice-advocate-role: এ্যাডভোকেট, জজ কোর্ট, সিরাজগঞ্জ।: [53, 607, 189, 618]
- tender-info-table: [20, 1883, 676, 1973]
- notice-advocate-role: এ্যাডভোকেট, জজ কোর্ট, সিরাজগঞ্জ।: [382, 1063, 518, 1074]
- court-title: দায়িকগণের প্রতি পত্রিকার মাধ্যমে "নোটিশ": [1019, 110, 1325, 131]
- notice-recipient-address: পিতা- মোঃ গোলাম ইয়াসিন সরকার, সাং- বড় বিশাকোলা, ডাকঘর- অষ্টমনিষা, থানা-ভাঙ্গুড়া, জেলা-পাবনা।: [695, 611, 1001, 634]
- notice-signature: (আহম্মেদ রেজা তালুকদার কন্টু): [560, 1308, 676, 1319]
- notice-signature-role: এ্যাডভোকেট, জজ কোর্ট, সিরাজগঞ্জ।: [540, 1322, 676, 1333]
